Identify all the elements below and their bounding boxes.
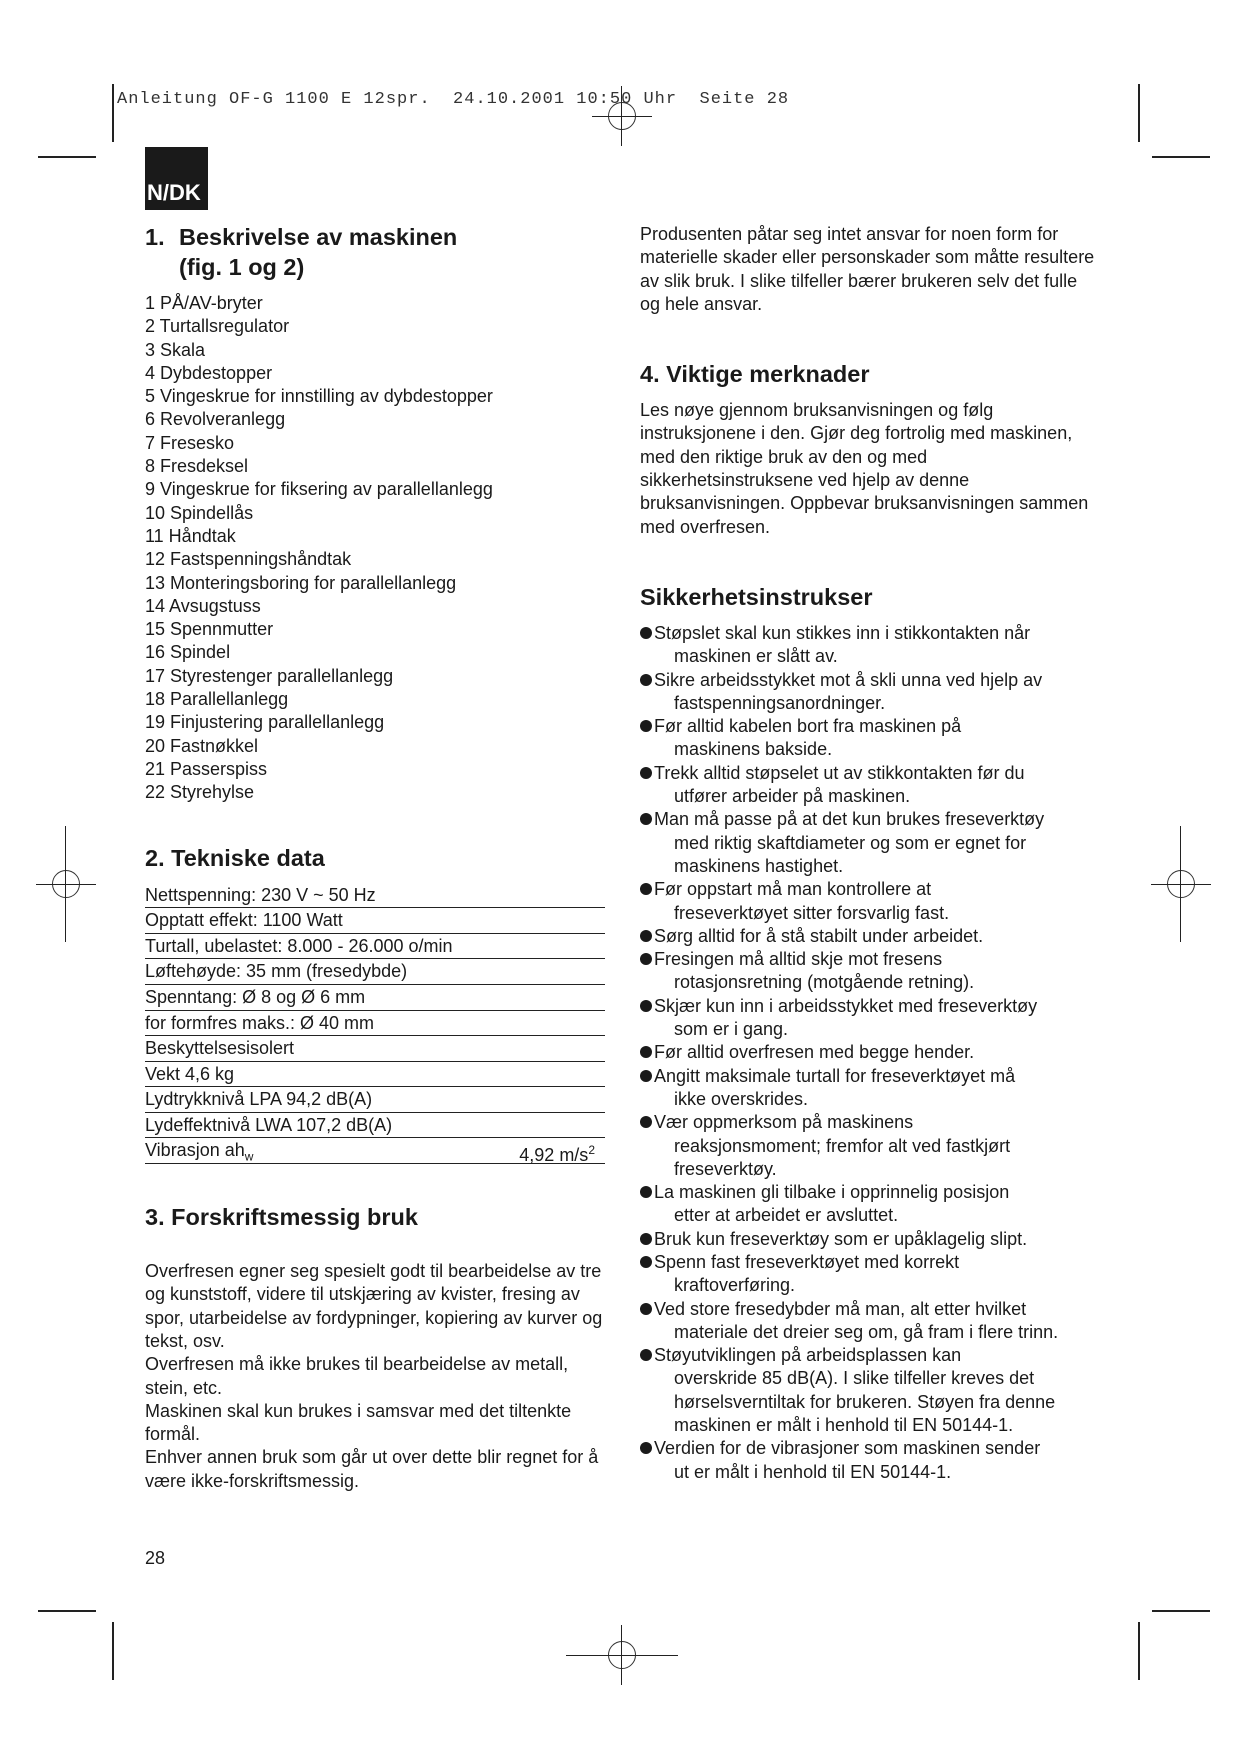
table-row: Lydtrykknivå LPA 94,2 dB(A)	[145, 1087, 605, 1113]
crop-mark	[112, 84, 114, 142]
bullet-icon	[640, 1349, 652, 1361]
print-slug: Anleitung OF-G 1100 E 12spr. 24.10.2001 10:50 Uhr Seite 28	[117, 90, 790, 109]
bullet-icon	[640, 1303, 652, 1315]
list-item: 10 Spindellås	[145, 502, 254, 523]
bullet-icon	[640, 1046, 652, 1058]
table-row: Nettspenning: 230 V ~ 50 Hz	[145, 883, 605, 909]
bullet-icon	[640, 1116, 652, 1128]
paragraph: Enhver annen bruk som går ut over dette blir regnet for å være ikke-forskriftsmessig.	[145, 1447, 599, 1491]
paragraph: Overfresen egner seg spesielt godt til bearbeidelse av tre og kunststoff, videre til utskjæring av kvister, fresing av spor, utarbeidelse av fordypninger, kopiering av kurver og tekst, osv.	[145, 1261, 603, 1351]
list-item: Verdien for de vibrasjoner som maskinen sender ut er målt i henhold til EN 50144-1.	[640, 1437, 1100, 1484]
bullet-icon	[640, 627, 652, 639]
bullet-icon	[640, 883, 652, 895]
list-item: Angitt maksimale turtall for freseverktøyet må ikke overskrides.	[640, 1065, 1100, 1112]
list-item: Sørg alltid for å stå stabilt under arbeidet.	[640, 925, 1100, 948]
list-item: 12 Fastspenningshåndtak	[145, 549, 352, 570]
list-item: Før alltid kabelen bort fra maskinen på maskinens bakside.	[640, 715, 1100, 762]
safety-heading: Sikkerhetsinstrukser	[640, 583, 873, 610]
list-item: Skjær kun inn i arbeidsstykket med freseverktøy som er i gang.	[640, 995, 1100, 1042]
list-item: 22 Styrehylse	[145, 782, 255, 803]
language-badge: N/DK	[145, 147, 208, 210]
bullet-icon	[640, 1000, 652, 1012]
list-item: 8 Fresdeksel	[145, 456, 249, 477]
section-4-body: Les nøye gjennom bruksanvisningen og følg instruksjonene i den. Gjør deg fortrolig med maskinen, med den riktige bruk av den og med sikkerhetsinstruksene ved hjelp av denne bruksanvisningen. Oppbevar bruksanvisningen sammen med overfresen.	[640, 400, 1089, 537]
bullet-icon	[640, 1070, 652, 1082]
page-number: 28	[145, 1548, 166, 1568]
crop-mark	[1138, 1622, 1140, 1680]
section-3-body	[145, 1260, 605, 1493]
table-row: for formfres maks.: Ø 40 mm	[145, 1011, 605, 1037]
registration-mark-left	[36, 884, 96, 885]
table-row: Beskyttelsesisolert	[145, 1036, 605, 1062]
list-item: 2 Turtallsregulator	[145, 316, 290, 337]
list-item: Støpslet skal kun stikkes inn i stikkontakten når maskinen er slått av.	[640, 622, 1100, 669]
section-4-heading: 4. Viktige merknader	[640, 361, 870, 388]
paragraph: Overfresen må ikke brukes til bearbeidelse av metall, stein, etc.	[145, 1354, 569, 1398]
safety-list	[640, 622, 1100, 1484]
bullet-icon	[640, 1233, 652, 1245]
list-item: 9 Vingeskrue for fiksering av parallellanlegg	[145, 479, 493, 500]
registration-mark-top	[592, 116, 652, 117]
table-row: Opptatt effekt: 1100 Watt	[145, 908, 605, 934]
right-column	[640, 223, 1100, 1484]
list-item: 21 Passerspiss	[145, 758, 268, 779]
list-item: 7 Fresesko	[145, 432, 235, 453]
section-3-heading: 3. Forskriftsmessig bruk	[145, 1204, 418, 1231]
table-row: Turtall, ubelastet: 8.000 - 26.000 o/min	[145, 934, 605, 960]
list-item: Støyutviklingen på arbeidsplassen kan overskride 85 dB(A). I slike tilfeller kreves det hørselsverntiltak for brukeren. Støyen fra denne maskinen er målt i henhold til EN 50144-1.	[640, 1344, 1100, 1437]
bullet-icon	[640, 674, 652, 686]
list-item: 5 Vingeskrue for innstilling av dybdestopper	[145, 386, 493, 407]
bullet-icon	[640, 953, 652, 965]
parts-list	[145, 292, 605, 805]
section-1-heading: 1. Beskrivelse av maskinen (fig. 1 og 2)	[145, 224, 458, 280]
list-item: 11 Håndtak	[145, 525, 236, 546]
paragraph: Maskinen skal kun brukes i samsvar med det tiltenkte formål.	[145, 1400, 572, 1445]
registration-mark-bottom	[566, 1655, 678, 1656]
list-item: 15 Spennmutter	[145, 619, 274, 640]
list-item: 6 Revolveranlegg	[145, 409, 286, 430]
liability-paragraph: Produsenten påtar seg intet ansvar for noen form for materielle skader eller personskader som måtte resultere av slik bruk. I slike tilfeller bærer brukeren selv det fulle og hele ansvar.	[640, 224, 1095, 314]
technical-data-table	[145, 883, 605, 1165]
bullet-icon	[640, 1256, 652, 1268]
list-item: Trekk alltid støpselet ut av stikkontakten før du utfører arbeider på maskinen.	[640, 762, 1100, 809]
list-item: 18 Parallellanlegg	[145, 689, 289, 710]
list-item: 13 Monteringsboring for parallellanlegg	[145, 572, 457, 593]
crop-mark	[38, 156, 96, 158]
bullet-icon	[640, 767, 652, 779]
list-item: Ved store fresedybder må man, alt etter hvilket materiale det dreier seg om, gå fram i flere trinn.	[640, 1298, 1100, 1345]
crop-mark	[1152, 1610, 1210, 1612]
table-row: Lydeffektnivå LWA 107,2 dB(A)	[145, 1113, 605, 1139]
bullet-icon	[640, 720, 652, 732]
list-item: Sikre arbeidsstykket mot å skli unna ved hjelp av fastspenningsanordninger.	[640, 669, 1100, 716]
bullet-icon	[640, 930, 652, 942]
list-item: Før oppstart må man kontrollere at freseverktøyet sitter forsvarlig fast.	[640, 878, 1100, 925]
crop-mark	[1152, 156, 1210, 158]
vibration-row: Vibrasjon $ah_w$ 4,92 $m/s^2$	[145, 1138, 605, 1164]
list-item: Bruk kun freseverktøy som er upåklagelig slipt.	[640, 1228, 1100, 1251]
crop-mark	[1138, 84, 1140, 142]
list-item: Vær oppmerksom på maskinens reaksjonsmoment; fremfor alt ved fastkjørt freseverktøy.	[640, 1111, 1100, 1181]
section-2-heading: 2. Tekniske data	[145, 844, 325, 871]
list-item: Før alltid overfresen med begge hender.	[640, 1041, 1100, 1064]
crop-mark	[38, 1610, 96, 1612]
list-item: Fresingen må alltid skje mot fresens rotasjonsretning (motgående retning).	[640, 948, 1100, 995]
list-item: Man må passe på at det kun brukes freseverktøy med riktig skaftdiameter og som er egnet for maskinens hastighet.	[640, 808, 1100, 878]
list-item: 20 Fastnøkkel	[145, 735, 259, 756]
registration-mark-right	[1151, 884, 1211, 885]
table-row: Løftehøyde: 35 mm (fresedybde)	[145, 959, 605, 985]
table-row: Vekt 4,6 kg	[145, 1062, 605, 1088]
list-item: 17 Styrestenger parallellanlegg	[145, 665, 394, 686]
list-item: 14 Avsugstuss	[145, 595, 261, 616]
list-item: La maskinen gli tilbake i opprinnelig posisjon etter at arbeidet er avsluttet.	[640, 1181, 1100, 1228]
list-item: Spenn fast freseverktøyet med korrekt kraftoverføring.	[640, 1251, 1100, 1298]
crop-mark	[112, 1622, 114, 1680]
bullet-icon	[640, 1442, 652, 1454]
table-row: Spenntang: Ø 8 og Ø 6 mm	[145, 985, 605, 1011]
left-column	[145, 222, 605, 1493]
list-item: 4 Dybdestopper	[145, 362, 273, 383]
bullet-icon	[640, 1186, 652, 1198]
list-item: 1 PÅ/AV-bryter	[145, 293, 263, 313]
list-item: 3 Skala	[145, 339, 206, 360]
bullet-icon	[640, 813, 652, 825]
list-item: 19 Finjustering parallellanlegg	[145, 712, 385, 733]
list-item: 16 Spindel	[145, 642, 231, 663]
